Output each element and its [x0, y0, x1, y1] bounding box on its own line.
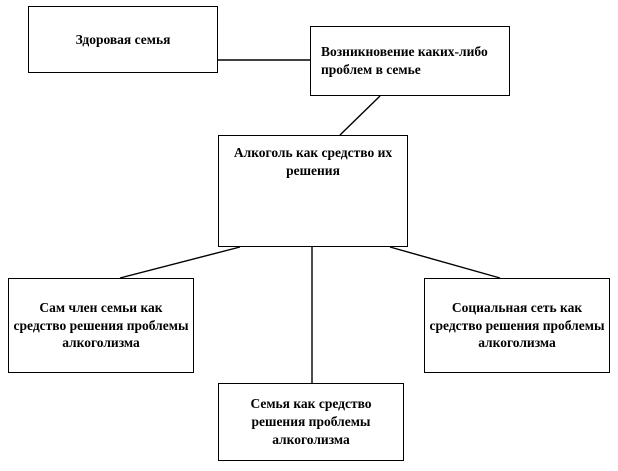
- connector-problems-to-alcohol: [340, 96, 380, 135]
- connector-alcohol-to-member: [120, 247, 240, 278]
- node-healthy-family: [28, 6, 218, 73]
- node-social-network-as-means: [424, 278, 610, 373]
- node-alcohol-as-solution: [218, 135, 408, 247]
- node-problems-arise: [310, 26, 510, 96]
- node-social-network-as-means-label: Социальная сеть как средство решения проблемы алкоголизма: [429, 299, 605, 351]
- node-family-member-as-means-label: Сам член семьи как средство решения проблемы алкоголизма: [13, 299, 189, 351]
- node-alcohol-as-solution-label: Алкоголь как средство их решения: [233, 145, 393, 178]
- node-family-as-means: [218, 383, 404, 461]
- node-family-as-means-label: Семья как средство решения проблемы алкоголизма: [250, 396, 372, 447]
- node-problems-arise-label: Возникновение каких-либо проблем в семье: [321, 44, 488, 77]
- node-healthy-family-label: Здоровая семья: [75, 31, 171, 47]
- node-family-member-as-means: [8, 278, 194, 373]
- connector-alcohol-to-social: [390, 247, 500, 278]
